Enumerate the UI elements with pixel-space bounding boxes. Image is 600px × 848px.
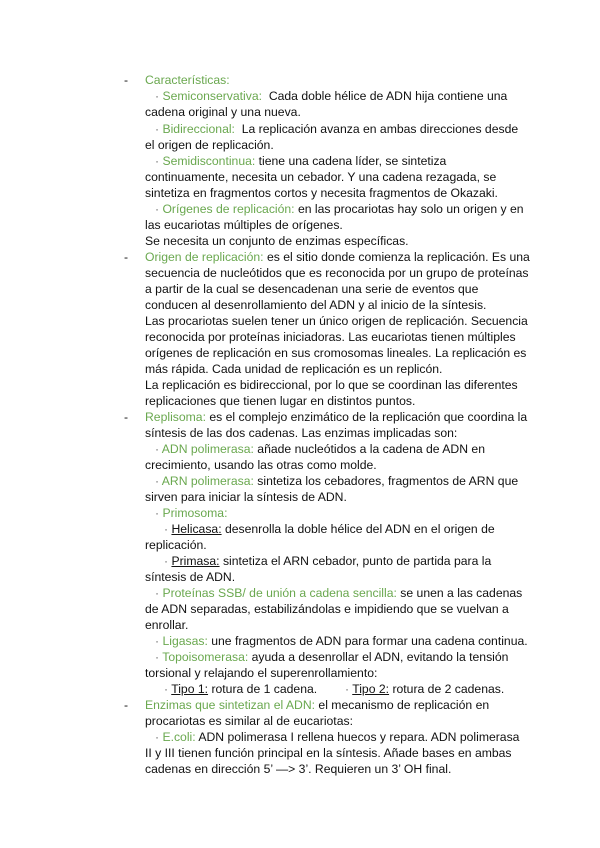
dot-bullet: ·: [155, 154, 160, 168]
topoisomerasa-text: ayuda a desenrollar el ADN, evitando la tensión: [251, 650, 509, 664]
helicasa-text-2: replicación.: [145, 538, 207, 552]
dot-bullet: ·: [155, 442, 160, 456]
arn-polimerasa-text: sintetiza los cebadores, fragmentos de ARN que: [257, 474, 519, 488]
tipo2-text: rotura de 2 cadenas.: [392, 682, 505, 696]
origen-text-10: replicaciones que tienen lugar en distintos puntos.: [145, 394, 416, 408]
origen-text-7: orígenes de replicación en sus cromosomas lineales. La replicación es: [145, 346, 527, 360]
origenes-text-2: las eucariotas múltiples de orígenes.: [145, 218, 343, 232]
primasa-text-2: síntesis de ADN.: [145, 570, 236, 584]
bullet-dash: -: [124, 73, 129, 87]
bidireccional-line: [155, 121, 518, 137]
dot-bullet: ·: [155, 122, 160, 136]
replisoma-line: [145, 409, 527, 425]
origen-term: Origen de replicación:: [145, 250, 264, 264]
arn-polimerasa-text-2: sirven para iniciar la síntesis de ADN.: [145, 490, 347, 504]
semidiscontinua-line: [155, 153, 446, 169]
semiconservativa-text-2: cadena original y una nueva.: [145, 105, 301, 119]
replisoma-text: es el complejo enzimático de la replicación que coordina la: [209, 410, 528, 424]
dot-bullet: ·: [155, 474, 160, 488]
origen-text-6: reconocida por proteínas iniciadoras. Las eucariotas tienen múltiples: [145, 330, 516, 344]
arn-polimerasa-term: ARN polimerasa:: [161, 474, 254, 488]
semiconservativa-line: [155, 88, 507, 104]
enzimas-term: Enzimas que sintetizan el ADN:: [145, 698, 316, 712]
ssb-text: se unen a las cadenas: [400, 586, 523, 600]
ecoli-term: E.coli:: [162, 730, 196, 744]
dot-bullet: ·: [164, 554, 169, 568]
primasa-text: sintetiza el ARN cebador, punto de partida para la: [222, 554, 492, 568]
tipo2-line: [345, 681, 504, 697]
dot-bullet: ·: [155, 650, 160, 664]
adn-polimerasa-text: añade nucleótidos a la cadena de ADN en: [257, 442, 485, 456]
semidiscontinua-term: Semidiscontinua:: [162, 154, 256, 168]
enzimas-line: [145, 697, 489, 713]
bullet-dash: -: [124, 410, 129, 424]
primosoma-line: [155, 505, 227, 521]
ligasas-term: Ligasas:: [162, 634, 208, 648]
bidireccional-text-2: el origen de replicación.: [145, 138, 274, 152]
ecoli-line: [155, 729, 519, 745]
origen-text-3: a partir de la cual se desencadenan una serie de eventos que: [145, 282, 479, 296]
ligasas-line: [155, 633, 528, 649]
enzimas-text: el mecanismo de replicación en: [318, 698, 490, 712]
primosoma-term: Primosoma:: [162, 506, 228, 520]
origen-text-9: La replicación es bidireccional, por lo que se coordinan las diferentes: [145, 378, 518, 392]
adn-polimerasa-line: [155, 441, 485, 457]
origenes-term: Orígenes de replicación:: [162, 202, 295, 216]
origen-text: es el sitio donde comienza la replicación. Es una: [266, 250, 530, 264]
origen-text-5: Las procariotas suelen tener un único origen de replicación. Secuencia: [145, 314, 528, 328]
topoisomerasa-text-2: torsional y relajando el superenrollamiento:: [145, 666, 378, 680]
semidiscontinua-text-3: sintetiza en fragmentos cortos y necesita fragmentos de Okazaki.: [145, 186, 498, 200]
semidiscontinua-text-2: continuamente, necesita un cebador. Y una cadena rezagada, se: [145, 170, 497, 184]
dot-bullet: ·: [155, 586, 160, 600]
origen-text-4: conducen al desenrollamiento del ADN y al inicio de la síntesis.: [145, 298, 487, 312]
origenes-line: [155, 201, 524, 217]
helicasa-term: Helicasa:: [171, 522, 222, 536]
bullet-dash: -: [124, 250, 129, 264]
caracteristicas-term: Características:: [145, 73, 230, 87]
ssb-term: Proteínas SSB/ de unión a cadena sencilla:: [162, 586, 397, 600]
ssb-text-3: enrollar.: [145, 618, 189, 632]
origen-text-8: más rápida. Cada unidad de replicación es un replicón.: [145, 362, 443, 376]
primasa-term: Primasa:: [171, 554, 220, 568]
enzimas-text-2: procariotas es similar al de eucariotas:: [145, 714, 353, 728]
dot-bullet: ·: [155, 730, 160, 744]
bidireccional-text: La replicación avanza en ambas direcciones desde: [241, 122, 519, 136]
dot-bullet: ·: [155, 506, 160, 520]
dot-bullet: ·: [164, 522, 169, 536]
dot-bullet: ·: [345, 682, 350, 696]
topoisomerasa-term: Topoisomerasa:: [162, 650, 249, 664]
adn-polimerasa-term: ADN polimerasa:: [161, 442, 254, 456]
adn-polimerasa-text-2: crecimiento, usando las otras como molde.: [145, 458, 377, 472]
origen-line: [145, 249, 530, 265]
enzimas-note: Se necesita un conjunto de enzimas específicas.: [145, 234, 409, 248]
tipo1-line: [164, 681, 317, 697]
dot-bullet: ·: [164, 682, 169, 696]
ecoli-text-2: II y III tienen función principal en la síntesis. Añade bases en ambas: [145, 746, 512, 760]
helicasa-text: desenrolla la doble hélice del ADN en el origen de: [224, 522, 495, 536]
bidireccional-term: Bidireccional:: [162, 122, 235, 136]
dot-bullet: ·: [155, 634, 160, 648]
dot-bullet: ·: [155, 89, 160, 103]
semidiscontinua-text: tiene una cadena líder, se sintetiza: [258, 154, 447, 168]
arn-polimerasa-line: [155, 473, 518, 489]
origen-text-2: secuencia de nucleótidos que es reconocida por un grupo de proteínas: [145, 266, 529, 280]
tipo1-term: Tipo 1:: [171, 682, 209, 696]
tipo1-text: rotura de 1 cadena.: [211, 682, 318, 696]
ecoli-text: ADN polimerasa I rellena huecos y repara. ADN polimerasa: [198, 730, 520, 744]
ssb-text-2: de ADN separadas, estabilizándolas e impidiendo que se vuelvan a: [145, 602, 509, 616]
semiconservativa-term: Semiconservativa:: [162, 89, 263, 103]
primasa-line: [164, 553, 491, 569]
bullet-dash: -: [124, 698, 129, 712]
ecoli-text-3: cadenas en dirección 5’ —> 3’. Requieren un 3’ OH final.: [145, 762, 452, 776]
caracteristicas-heading: [145, 72, 230, 88]
replisoma-text-2: síntesis de las dos cadenas. Las enzimas implicadas son:: [145, 426, 458, 440]
semiconservativa-text: Cada doble hélice de ADN hija contiene una: [268, 89, 508, 103]
tipo2-term: Tipo 2:: [352, 682, 390, 696]
ssb-line: [155, 585, 522, 601]
ligasas-text: une fragmentos de ADN para formar una cadena continua.: [211, 634, 528, 648]
origenes-text: en las procariotas hay solo un origen y en: [297, 202, 524, 216]
replisoma-term: Replisoma:: [145, 410, 206, 424]
helicasa-line: [164, 521, 495, 537]
dot-bullet: ·: [155, 202, 160, 216]
topoisomerasa-line: [155, 649, 508, 665]
